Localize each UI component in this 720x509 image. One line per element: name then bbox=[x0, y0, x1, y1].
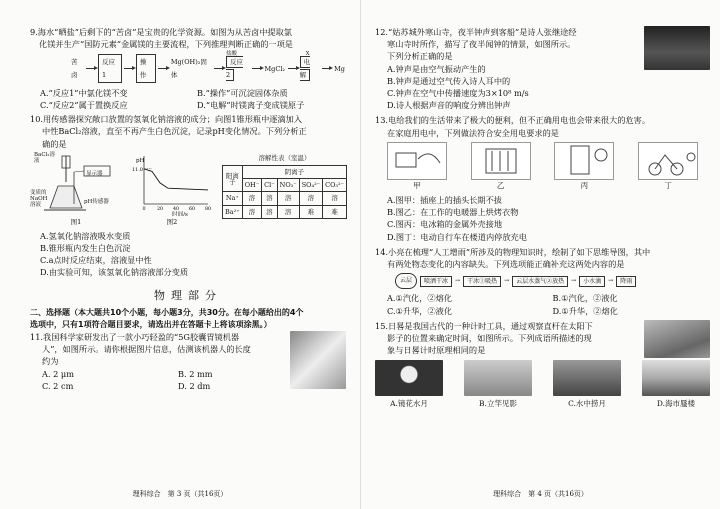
label-display: 显示器 bbox=[86, 170, 103, 177]
option-d[interactable]: D. 2 dm bbox=[178, 380, 211, 391]
option-a[interactable]: A.钟声是由空气振动产生的 bbox=[387, 63, 486, 74]
anion-cell: NO₃⁻ bbox=[277, 179, 299, 192]
q13-label: 丁 bbox=[664, 180, 672, 190]
q14-mind-map bbox=[395, 273, 710, 289]
label-bacl2: BaCl₂溶液 bbox=[34, 151, 55, 164]
table-anion-header: 阴离子 bbox=[242, 166, 346, 179]
figure-1-apparatus bbox=[30, 152, 122, 226]
option-c[interactable]: C.钟声在空气中传播速度为3×10⁸ m/s bbox=[387, 88, 529, 99]
arrow-icon bbox=[86, 68, 96, 69]
q13-picture-ding bbox=[638, 142, 698, 192]
flow-step-2: 操作 bbox=[136, 54, 156, 82]
q13-options bbox=[375, 194, 710, 243]
option-c[interactable]: C.“反应2”属于置换反应 bbox=[40, 100, 128, 111]
figure-2-caption: 图2 bbox=[166, 217, 178, 226]
q12-night-temple-photo bbox=[644, 26, 710, 70]
arrow-icon bbox=[288, 68, 298, 69]
arrow-icon: → bbox=[504, 277, 510, 285]
y-tick-label: 11.0 bbox=[131, 166, 143, 173]
fridge-ground-image bbox=[554, 142, 614, 180]
page-4 bbox=[360, 0, 720, 509]
q9-stem-line: 9.海水“晒盐”后剩下的“苦卤”是宝贵的化学资源。如图为从苦卤中提取氯 bbox=[30, 27, 292, 37]
heater-drawing bbox=[472, 143, 530, 177]
option-d[interactable]: D.图丁：电动自行车在楼道内停放充电 bbox=[387, 231, 527, 242]
flow-step-4-wrap bbox=[299, 51, 320, 80]
table-cell: 溶 bbox=[277, 192, 299, 205]
arrow-icon bbox=[322, 68, 332, 69]
x-tick-label: 60 bbox=[188, 206, 196, 212]
option-a[interactable]: A. 2 μm bbox=[42, 368, 75, 379]
q14-options bbox=[375, 292, 710, 316]
anion-cell: CO₃²⁻ bbox=[323, 179, 347, 192]
q14-stem-line: 14.小亮在梳理“人工增雨”所涉及的物理知识时，绘制了如下思维导图，其中 bbox=[375, 246, 651, 257]
table-row bbox=[223, 205, 347, 218]
table-cell: 难 bbox=[299, 205, 322, 218]
option-d[interactable]: D.“电解”时镁离子变成镁原子 bbox=[197, 100, 305, 111]
table-corner: 阳离子 bbox=[223, 166, 243, 192]
flow-step-4: 电解 bbox=[299, 58, 311, 79]
flow-reagent-2: X bbox=[305, 51, 310, 58]
mirage-image bbox=[642, 360, 710, 396]
q11-stem-line: 11.我国科学家研发出了一款小巧轻盈的“5G胶囊胃镜机器 bbox=[30, 332, 240, 343]
arrow-icon bbox=[214, 68, 224, 69]
x-axis-label: 时间/s bbox=[172, 211, 188, 216]
option-c[interactable]: C. 2 cm bbox=[42, 380, 74, 391]
q15-stem-line: 影子的位置来确定时间，如图所示。下列成语所描述的现 bbox=[387, 333, 592, 344]
flow-reagent-1: 盐酸 bbox=[225, 51, 237, 58]
q12-stem-line: 寒山寺时所作，描写了夜半闻钟的情景，如图所示。 bbox=[387, 39, 576, 50]
option-b[interactable]: B.图乙：在工作的电暖器上烘烤衣物 bbox=[387, 207, 519, 218]
q15-option-label: D.海市蜃楼 bbox=[656, 398, 696, 408]
question-12 bbox=[375, 26, 710, 111]
q12-stem-line: 12.“姑苏城外寒山寺，夜半钟声到客船”是诗人张继途经 bbox=[375, 27, 577, 37]
q13-label: 甲 bbox=[413, 180, 421, 190]
question-10 bbox=[30, 113, 346, 278]
pole-shadow-image bbox=[464, 360, 532, 396]
table-cell: 溶 bbox=[262, 205, 277, 218]
figure-2-chart bbox=[130, 152, 214, 226]
q11-stem-line: 约为 bbox=[42, 356, 59, 367]
question-15 bbox=[375, 320, 710, 410]
heater-clothes-image bbox=[471, 142, 531, 180]
option-a[interactable]: A.①汽化，②熔化 bbox=[387, 293, 452, 304]
page-footer: 理科综合 第 3 页（共16页） bbox=[132, 490, 228, 498]
q14-stem-line: 有两处物态变化的内容缺失。下列选项能正确补充这两处内容的是 bbox=[387, 259, 625, 270]
q15-top bbox=[375, 320, 710, 358]
q11-capsule-robot-photo bbox=[290, 331, 346, 389]
anion-cell: SO₄²⁻ bbox=[299, 179, 322, 192]
flow-mgcl2: MgCl₂ bbox=[264, 64, 286, 73]
q15-picture-a[interactable] bbox=[375, 360, 443, 410]
q15-sundial-photo bbox=[644, 320, 710, 358]
mind-node: 干冰①吸热 bbox=[463, 276, 501, 287]
q13-stem-line: 在家庭用电中，下列做法符合安全用电要求的是 bbox=[387, 127, 559, 138]
question-11 bbox=[30, 331, 346, 392]
q15-stem-line: 15.日晷是我国古代的一种计时工具，通过观察直杆在太阳下 bbox=[375, 320, 593, 331]
label-naoh: 变质的NaOH溶液 bbox=[30, 189, 48, 208]
instructions-line: 二、选择题（本大题共10个小题，每小题3分，共30分。在每小题给出的4个 bbox=[30, 307, 304, 317]
q11-options bbox=[30, 368, 284, 392]
q11-stem-line: 人”，如图所示。请你根据图片信息，估测该机器人的长度 bbox=[42, 344, 251, 355]
arrow-icon bbox=[252, 68, 262, 69]
mind-node: 降雨 bbox=[616, 276, 636, 287]
q13-stem-line: 13.电给我们的生活带来了极大的便利，但不正确用电也会带来很大的危害。 bbox=[375, 115, 651, 126]
q15-option-label: A.镜花水月 bbox=[390, 398, 428, 408]
instructions-line: 选项中，只有1项符合题目要求，请选出并在答题卡上将该项涂黑。） bbox=[30, 319, 272, 329]
socket-plug-image bbox=[387, 142, 447, 180]
y-axis-label: pH bbox=[136, 157, 145, 164]
question-9 bbox=[30, 26, 346, 111]
option-d[interactable]: D.诗人根据声音的响度分辨出钟声 bbox=[387, 100, 511, 111]
q11-text bbox=[30, 331, 284, 392]
option-b[interactable]: B.锥形瓶内发生白色沉淀 bbox=[40, 243, 131, 254]
question-14 bbox=[375, 246, 710, 317]
ebike-drawing bbox=[639, 143, 697, 177]
ph-series-line bbox=[144, 169, 208, 190]
ebike-charging-image bbox=[638, 142, 698, 180]
option-a[interactable]: A.“反应1”中氯化镁不变 bbox=[40, 87, 128, 98]
question-13 bbox=[375, 114, 710, 242]
q10-stem-line: 10.用传感器探究敞口放置的氢氧化钠溶液的成分；向图1锥形瓶中逐滴加入 bbox=[30, 114, 303, 125]
option-b[interactable]: B.“操作”可沉淀固体杂质 bbox=[197, 87, 288, 98]
flow-end: Mg bbox=[334, 64, 345, 73]
q9-flow-diagram bbox=[70, 51, 346, 82]
option-c[interactable]: C.①升华，②液化 bbox=[387, 305, 453, 316]
arrow-icon bbox=[158, 68, 168, 69]
page-footer: 理科综合 第 4 页（共16页） bbox=[493, 490, 588, 498]
q15-picture-b[interactable] bbox=[464, 360, 532, 410]
x-tick-label: 80 bbox=[204, 206, 212, 212]
table-cell: 溶 bbox=[242, 192, 261, 205]
table-cell: 溶 bbox=[323, 192, 347, 205]
solubility-table bbox=[222, 165, 347, 219]
flow-start: 苦卤 bbox=[71, 58, 78, 79]
q9-options bbox=[30, 87, 346, 111]
q13-picture-jia bbox=[387, 142, 447, 192]
label-sensor: pH传感器 bbox=[84, 198, 109, 205]
table-cell: 溶 bbox=[277, 205, 299, 218]
option-a[interactable]: A.氢氧化钠溶液吸水变质 bbox=[40, 230, 131, 241]
q13-pictures bbox=[375, 142, 710, 192]
mind-node: 小水滴 bbox=[579, 276, 605, 287]
q15-option-label: C.水中捞月 bbox=[568, 398, 606, 408]
q13-picture-yi bbox=[471, 142, 531, 192]
section-title: 物理部分 bbox=[154, 288, 222, 302]
q12-options bbox=[375, 63, 640, 112]
table-cell: 溶 bbox=[262, 192, 277, 205]
q13-label: 乙 bbox=[496, 180, 505, 190]
q13-picture-bing bbox=[554, 142, 614, 192]
q15-picture-d[interactable] bbox=[642, 360, 710, 410]
arrow-icon: → bbox=[571, 277, 577, 285]
moon-flower-image bbox=[375, 360, 443, 396]
q15-stem-line: 象与日晷计时原理相同的是 bbox=[387, 345, 486, 356]
x-tick-label: 20 bbox=[156, 206, 164, 212]
x-tick-label: 40 bbox=[172, 206, 180, 212]
q15-pictures bbox=[375, 360, 710, 410]
q15-text bbox=[375, 320, 640, 358]
solubility-table-figure bbox=[222, 152, 347, 219]
option-d[interactable]: D.由实验可知，该氢氧化钠溶液部分变质 bbox=[40, 267, 189, 278]
table-cell: 溶 bbox=[242, 205, 261, 218]
table-cell: 难 bbox=[323, 205, 347, 218]
option-b[interactable]: B.钟声是通过空气传入诗人耳中的 bbox=[387, 75, 511, 86]
socket-drawing bbox=[388, 143, 446, 177]
arrow-icon: → bbox=[455, 277, 461, 285]
option-b[interactable]: B. 2 mm bbox=[178, 368, 213, 379]
flow-step-3: 反应2 bbox=[225, 58, 243, 79]
flow-step-1: 反应1 bbox=[98, 54, 122, 82]
fridge-drawing bbox=[555, 143, 613, 177]
q13-label: 丙 bbox=[580, 180, 589, 190]
q9-stem-line: 化镁并生产“国防元素”金属镁的主要流程，下列推理判断正确的一项是 bbox=[39, 39, 293, 50]
q15-picture-c[interactable] bbox=[553, 360, 621, 410]
cation-cell: Na⁺ bbox=[223, 192, 243, 205]
q10-options bbox=[30, 230, 346, 279]
option-b[interactable]: B.①汽化，②液化 bbox=[552, 293, 618, 304]
anion-cell: Cl⁻ bbox=[262, 179, 277, 192]
flow-step-3-wrap bbox=[225, 51, 250, 80]
q12-text bbox=[375, 26, 640, 111]
q15-option-label: B.立竿见影 bbox=[479, 398, 517, 408]
table-row bbox=[223, 192, 347, 205]
arrow-icon: → bbox=[608, 277, 614, 285]
q10-stem-line: 中性BaCl₂溶液，直至不再产生白色沉淀，记录pH变化情况。下列分析正 bbox=[42, 126, 307, 137]
figure-1-caption: 图1 bbox=[70, 217, 82, 226]
cation-cell: Ba²⁺ bbox=[223, 205, 243, 218]
q10-figures bbox=[30, 152, 346, 226]
anion-cell: OH⁻ bbox=[242, 179, 261, 192]
table-cell: 溶 bbox=[299, 192, 322, 205]
mind-node: 云层水蒸气②放热 bbox=[512, 276, 568, 287]
arrow-icon bbox=[124, 68, 134, 69]
option-c[interactable]: C.a点时反应结束，溶液显中性 bbox=[40, 255, 152, 266]
table-title: 溶解性表（室温） bbox=[258, 153, 311, 162]
option-d[interactable]: D.①升华，②熔化 bbox=[552, 305, 618, 316]
section-instructions bbox=[30, 307, 346, 331]
q10-stem-line: 确的是 bbox=[42, 138, 67, 149]
mind-node: 喷洒干冰 bbox=[420, 276, 452, 287]
ph-curve-chart bbox=[130, 152, 214, 216]
flow-mid: Mg(OH)₂固体 bbox=[170, 58, 207, 79]
x-tick-label: 0 bbox=[142, 206, 146, 212]
option-c[interactable]: C.图丙：电冰箱的金属外壳接地 bbox=[387, 219, 503, 230]
option-a[interactable]: A.图甲：插座上的插头长期不拔 bbox=[387, 195, 502, 206]
monkeys-moon-image bbox=[553, 360, 621, 396]
q12-stem-line: 下列分析正确的是 bbox=[387, 51, 453, 62]
mind-node: 云层 bbox=[395, 273, 417, 289]
